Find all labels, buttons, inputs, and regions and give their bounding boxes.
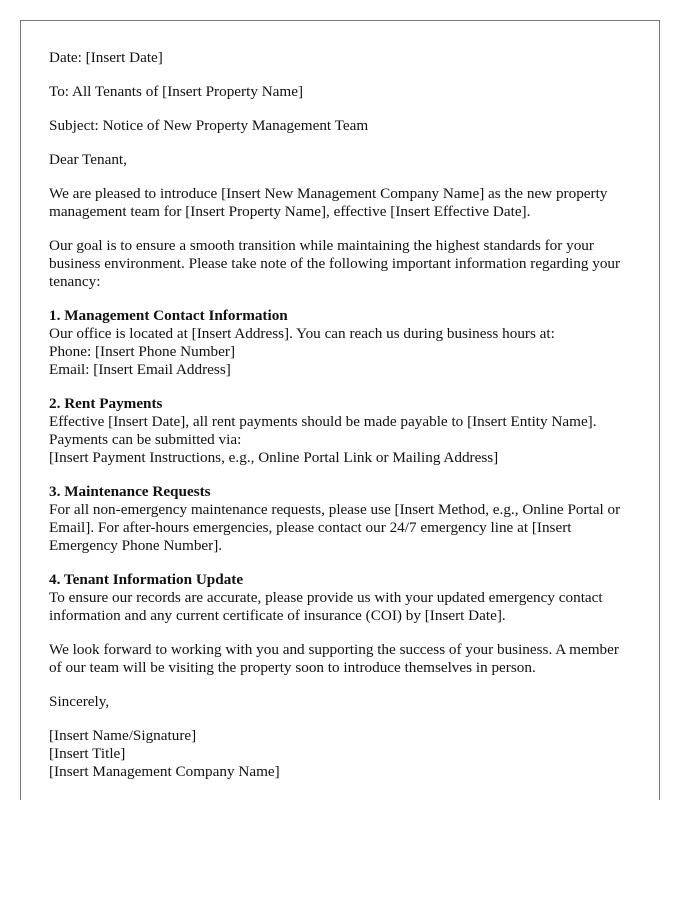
section-maintenance-requests xyxy=(49,483,631,555)
sign-off: Sincerely, xyxy=(49,693,110,710)
section-text: Effective [Insert Date], all rent payments should be made payable to [Insert Entity Name]. Payments can be submitted via: xyxy=(49,413,597,448)
section-title: 4. Tenant Information Update xyxy=(49,571,244,588)
section-title: 1. Management Contact Information xyxy=(49,307,288,324)
signature-title: [Insert Title] xyxy=(49,745,126,762)
date-line: Date: [Insert Date] xyxy=(49,49,163,66)
salutation: Dear Tenant, xyxy=(49,151,127,168)
section-text: For all non-emergency maintenance requests, please use [Insert Method, e.g., Online Portal or Email]. For after-hours emergencies, please contact our 24/7 emergency line at [Insert Emergency Phone Number]. xyxy=(49,501,621,554)
section-tenant-information-update xyxy=(49,571,631,625)
section-title: 3. Maintenance Requests xyxy=(49,483,211,500)
closing-paragraph: We look forward to working with you and supporting the success of your business. A member of our team will be visiting the property soon to introduce themselves in person. xyxy=(49,641,619,676)
signature-block xyxy=(49,727,631,781)
section-text: Our office is located at [Insert Address]. You can reach us during business hours at: xyxy=(49,325,555,342)
signature-company: [Insert Management Company Name] xyxy=(49,763,280,780)
letter-document xyxy=(20,20,660,800)
section-text: Email: [Insert Email Address] xyxy=(49,361,231,378)
intro-paragraph: We are pleased to introduce [Insert New Management Company Name] as the new property management team for [Insert Property Name], effective [Insert Effective Date]. xyxy=(49,185,608,220)
section-text: [Insert Payment Instructions, e.g., Online Portal Link or Mailing Address] xyxy=(49,449,499,466)
recipient-line: To: All Tenants of [Insert Property Name] xyxy=(49,83,304,100)
section-text: Phone: [Insert Phone Number] xyxy=(49,343,236,360)
section-title: 2. Rent Payments xyxy=(49,395,163,412)
signature-name: [Insert Name/Signature] xyxy=(49,727,197,744)
subject-line: Subject: Notice of New Property Management Team xyxy=(49,117,369,134)
section-management-contact xyxy=(49,307,631,379)
section-text: To ensure our records are accurate, please provide us with your updated emergency contact information and any current certificate of insurance (COI) by [Insert Date]. xyxy=(49,589,603,624)
section-rent-payments xyxy=(49,395,631,467)
goal-paragraph: Our goal is to ensure a smooth transition while maintaining the highest standards for your business environment. Please take note of the following important information regarding your tenancy: xyxy=(49,237,621,290)
